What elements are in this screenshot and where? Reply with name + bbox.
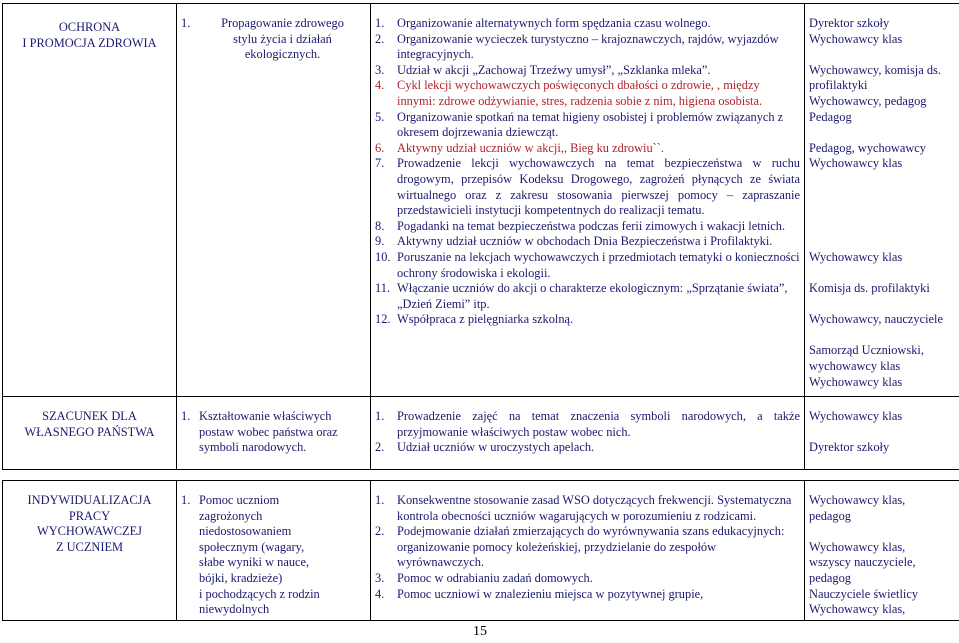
responsible-line <box>809 524 959 540</box>
responsible-line <box>809 328 959 344</box>
responsible-line <box>809 172 959 188</box>
area-cell <box>3 481 177 621</box>
task-num: 4. <box>375 586 385 601</box>
responsible-line: Wychowawcy klas <box>809 31 903 46</box>
task-item <box>375 312 800 328</box>
responsible-line: wszyscy nauczyciele, <box>809 555 916 570</box>
responsible-line <box>809 47 959 63</box>
task-item <box>375 493 800 524</box>
goals-cell <box>177 4 371 397</box>
responsible-cell <box>805 4 959 397</box>
goal-num: 1. <box>181 409 191 423</box>
responsible-line: Dyrektor szkoły <box>809 16 890 30</box>
goal-line: Kształtowanie właściwych <box>199 409 332 423</box>
task-num: 3. <box>375 62 385 77</box>
task-num: 2. <box>375 440 385 455</box>
task-text: Organizowanie wycieczek turystyczno – krajoznawczych, rajdów, wyjazdów integracyjnych. <box>397 31 779 62</box>
task-text: Włączanie uczniów do akcji o charakterze ekologicznym: „Sprzątanie świata”, „Dzień Ziemi” itp. <box>397 281 788 311</box>
area-line: WYCHOWAWCZEJ <box>37 524 142 539</box>
goal-num: 1. <box>181 16 191 30</box>
task-text: Prowadzenie lekcji wychowawczych na temat bezpieczeństwa w ruchu drogowym, przepisów Kodeksu Drogowego, zagrożeń płynących ze świata wirtualnego oraz z zakresu stosowania pierwszej pomocy – zapraszanie przedstawicieli instytucji kompetentnych do realizacji tematu. <box>397 156 800 218</box>
responsible-line: Wychowawcy klas <box>809 249 903 264</box>
area-cell <box>3 4 177 397</box>
task-text: Poruszanie na lekcjach wychowawczych i przedmiotach tematyki o konieczności ochrony środowiska i ekologii. <box>397 249 800 280</box>
task-item <box>375 141 800 157</box>
responsible-line: Pedagog <box>809 109 852 124</box>
responsible-line: Wychowawcy klas <box>809 374 903 389</box>
task-num: 12. <box>375 312 391 327</box>
area-line: Z UCZNIEM <box>55 539 124 554</box>
task-text: Pomoc w odrabianiu zadań domowych. <box>397 570 593 585</box>
task-item <box>375 440 800 456</box>
responsible-line: wychowawcy klas <box>809 359 901 374</box>
responsible-line <box>809 297 959 313</box>
task-num: 6. <box>375 140 385 155</box>
task-item <box>375 524 800 571</box>
responsible-line: Wychowawcy klas <box>809 156 903 171</box>
task-item <box>375 250 800 281</box>
row-individual <box>3 481 959 621</box>
goal-line: postaw wobec państwa oraz <box>199 424 338 439</box>
responsible-line <box>809 234 959 250</box>
area-line: OCHRONA <box>58 20 121 34</box>
task-num: 7. <box>375 156 385 171</box>
task-num: 2. <box>375 31 385 46</box>
task-item <box>375 78 800 109</box>
task-num: 1. <box>375 493 385 507</box>
responsible-line <box>809 188 959 204</box>
task-num: 9. <box>375 234 385 249</box>
goal-item <box>181 409 366 456</box>
task-num: 5. <box>375 109 385 124</box>
tasks-cell <box>371 481 805 621</box>
goal-line: Pomoc uczniom <box>199 493 280 507</box>
responsible-line: profilaktyki <box>809 78 868 93</box>
goal-line: i pochodzących z rodzin <box>199 586 320 601</box>
responsible-line: Wychowawcy klas, <box>809 539 906 554</box>
responsible-line: Wychowawcy klas, <box>809 602 906 617</box>
goal-line: Propagowanie zdrowego <box>221 16 344 30</box>
task-text: Organizowanie alternatywnych form spędzania czasu wolnego. <box>397 16 711 30</box>
goal-line: stylu życia i działań <box>233 31 332 46</box>
tasks-cell <box>371 4 805 397</box>
task-text: Organizowanie spotkań na temat higieny osobistej i problemów związanych z okresem dojrzewania dziewcząt. <box>397 109 784 140</box>
goal-line: bójki, kradzieże) <box>199 570 283 585</box>
task-num: 1. <box>375 16 385 30</box>
responsible-line: pedagog <box>809 508 851 523</box>
task-text: Pogadanki na temat bezpieczeństwa podczas ferii zimowych i wakacji letnich. <box>397 218 786 233</box>
area-line: WŁASNEGO PAŃSTWA <box>24 424 155 439</box>
task-num: 11. <box>375 281 391 296</box>
responsible-line <box>809 425 959 441</box>
spacer-cell <box>3 470 959 481</box>
goal-item <box>181 16 366 63</box>
responsible-line <box>809 266 959 282</box>
task-text: Udział uczniów w uroczystych apelach. <box>397 440 595 455</box>
task-item <box>375 571 800 587</box>
responsible-line: Wychowawcy klas <box>809 409 903 423</box>
task-num: 2. <box>375 524 385 539</box>
task-text: Cykl lekcji wychowawczych poświęconych dbałości o zdrowie, , między innymi: zdrowe odżywianie, stres, radzenia sobie z nim, higiena osobista. <box>397 78 763 108</box>
responsible-line <box>809 203 959 219</box>
task-item <box>375 32 800 63</box>
responsible-line: Wychowawcy, nauczyciele <box>809 312 943 327</box>
task-text: Aktywny udział uczniów w obchodach Dnia Bezpieczeństwa i Profilaktyki. <box>397 234 773 249</box>
responsible-line: Wychowawcy klas, <box>809 493 906 507</box>
task-num: 4. <box>375 78 385 93</box>
row-spacer <box>3 470 959 481</box>
goal-line: niedostosowaniem <box>199 524 292 539</box>
task-item <box>375 16 800 32</box>
goal-line: symboli narodowych. <box>199 440 307 455</box>
responsible-line <box>809 125 959 141</box>
responsible-line: pedagog <box>809 570 851 585</box>
task-text: Współpraca z pielęgniarka szkolną. <box>397 312 574 327</box>
task-num: 10. <box>375 249 391 264</box>
task-num: 1. <box>375 409 385 423</box>
responsible-line: Dyrektor szkoły <box>809 440 890 455</box>
task-item <box>375 219 800 235</box>
responsible-line: Komisja ds. profilaktyki <box>809 281 930 296</box>
page-number: 15 <box>473 624 487 639</box>
task-item <box>375 63 800 79</box>
responsible-line: Wychowawcy, komisja ds. <box>809 62 941 77</box>
task-text: Aktywny udział uczniów w akcji,, Bieg ku zdrowiu``. <box>397 140 665 155</box>
task-text: Prowadzenie zajęć na temat znaczenia symboli narodowych, a także przyjmowanie właściwych postaw wobec nich. <box>397 409 800 439</box>
responsible-line: Nauczyciele świetlicy <box>809 586 919 601</box>
task-item <box>375 156 800 218</box>
row-state <box>3 397 959 470</box>
area-line: SZACUNEK DLA <box>42 409 137 423</box>
responsible-line: Samorząd Uczniowski, <box>809 343 924 358</box>
goals-cell <box>177 397 371 470</box>
area-line: I PROMOCJA ZDROWIA <box>22 35 157 50</box>
area-cell <box>3 397 177 470</box>
goal-item <box>181 493 366 618</box>
responsible-line <box>809 219 959 235</box>
program-table <box>2 3 959 621</box>
goal-num: 1. <box>181 493 191 507</box>
task-item <box>375 110 800 141</box>
responsible-line: Wychowawcy, pedagog <box>809 93 927 108</box>
task-text: Podejmowanie działań zmierzających do wyrównywania szans edukacyjnych: organizowanie pomocy koleżeńskiej, przydzielanie do zespołów wyrównawczych. <box>397 524 785 570</box>
responsible-line: Pedagog, wychowawcy <box>809 140 926 155</box>
tasks-cell <box>371 397 805 470</box>
task-text: Udział w akcji „Zachowaj Trzeźwy umysł”, „Szklanka mleka”. <box>397 62 711 77</box>
task-num: 8. <box>375 218 385 233</box>
row-health <box>3 4 959 397</box>
goals-cell <box>177 481 371 621</box>
responsible-cell <box>805 481 959 621</box>
task-item <box>375 409 800 440</box>
task-text: Pomoc uczniowi w znalezieniu miejsca w pozytywnej grupie, <box>397 586 704 601</box>
task-item <box>375 587 800 603</box>
area-line: INDYWIDUALIZACJA <box>27 493 152 507</box>
task-num: 3. <box>375 570 385 585</box>
goal-line: społecznym (wagary, <box>199 539 305 554</box>
goal-line: zagrożonych <box>199 508 263 523</box>
goal-line: niewydolnych <box>199 602 270 617</box>
task-text: Konsekwentne stosowanie zasad WSO dotyczących frekwencji. Systematyczna kontrola obecności uczniów wagarujących w porozumieniu z rodzicami. <box>397 493 792 523</box>
goal-line: ekologicznych. <box>244 47 321 62</box>
responsible-cell <box>805 397 959 470</box>
goal-line: słabe wyniki w nauce, <box>199 555 310 570</box>
task-item <box>375 234 800 250</box>
area-line: PRACY <box>68 508 111 523</box>
task-item <box>375 281 800 312</box>
